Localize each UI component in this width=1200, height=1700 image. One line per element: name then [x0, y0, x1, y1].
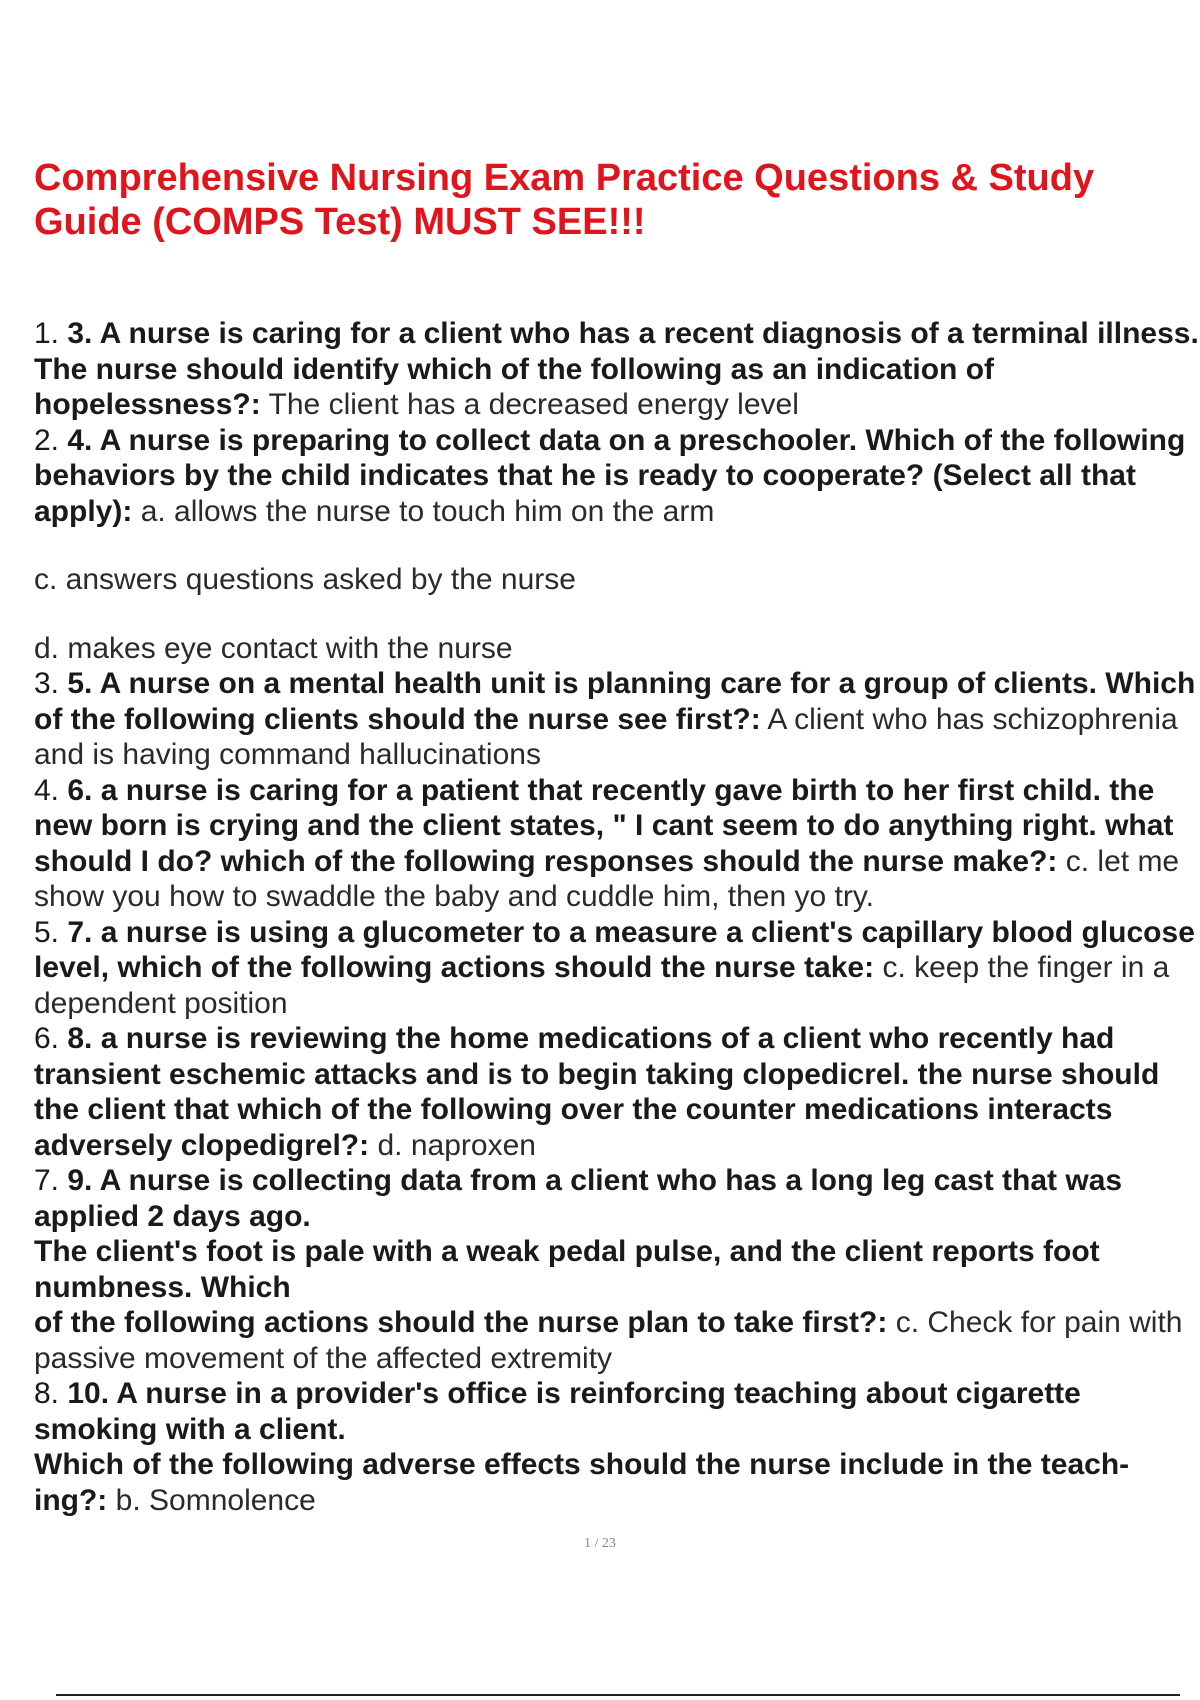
page-number: 1 / 23	[584, 1536, 616, 1551]
answer-text: c. keep the finger in a dependent position	[34, 951, 1170, 1020]
question-text-line: of the following actions should the nurse plan to take first?:	[34, 1306, 888, 1339]
answer-text: A client who has schizophrenia and is having command hallucinations	[34, 702, 1178, 771]
document-title: Comprehensive Nursing Exam Practice Questions & Study Guide (COMPS Test) MUST SEE!!!	[34, 157, 1095, 243]
answer-text: c. let me show you how to swaddle the baby and cuddle him, then yo try.	[34, 844, 1180, 913]
answer-option: d. makes eye contact with the nurse	[34, 631, 513, 665]
question-number: 1.	[34, 317, 60, 350]
question-text-line: 10. A nurse in a provider's office is reinforcing teaching about cigarette smoking with a client.	[34, 1377, 1081, 1446]
page-divider	[56, 1694, 1180, 1696]
answer-option: c. answers questions asked by the nurse	[34, 563, 576, 596]
answer-text: d. naproxen	[377, 1128, 536, 1162]
question-list	[34, 316, 1200, 1518]
question-item	[34, 423, 1200, 530]
question-text: 4. A nurse is preparing to collect data on a preschooler. Which of the following behaviors by the child indicates that he is ready to cooperate? (Select all that apply):	[34, 423, 1186, 528]
question-number: 8.	[34, 1377, 60, 1410]
question-item	[34, 1163, 1200, 1376]
question-text: 3. A nurse is caring for a client who has a recent diagnosis of a terminal illness. The nurse should identify which of the following as an indication of hopelessness?:	[34, 317, 1199, 421]
answer-text: a. allows the nurse to touch him on the arm	[140, 494, 715, 528]
question-text-line: The client's foot is pale with a weak pedal pulse, and the client reports foot numbness. Which	[34, 1235, 1100, 1304]
question-text: 8. a nurse is reviewing the home medications of a client who recently had transient eschemic attacks and is to begin taking clopedicrel. the nurse should the client that which of the following over the counter medications interacts adversely clopedigrel?:	[34, 1022, 1160, 1162]
question-text: 7. a nurse is using a glucometer to a measure a client's capillary blood glucose level, which of the following actions should the nurse take:	[34, 915, 1195, 984]
answer-text: The client has a decreased energy level	[268, 388, 799, 421]
question-item	[34, 1376, 1200, 1518]
question-item	[34, 915, 1200, 1022]
question-text: 6. a nurse is caring for a patient that recently gave birth to her first child. the new born is crying and the client states, " I cant seem to do anything right. what should I do? which of the following responses should the nurse make?:	[34, 773, 1174, 878]
question-number: 6.	[34, 1022, 60, 1055]
question-text: 5. A nurse on a mental health unit is planning care for a group of clients. Which of the following clients should the nurse see first?:	[34, 667, 1196, 736]
question-item	[34, 666, 1200, 773]
question-text-line: 9. A nurse is collecting data from a client who has a long leg cast that was applied 2 days ago.	[34, 1164, 1123, 1233]
question-number: 7.	[34, 1164, 60, 1197]
question-number: 5.	[34, 915, 60, 949]
question-number: 3.	[34, 667, 60, 700]
question-item	[34, 316, 1200, 423]
answer-text: c. Check for pain with passive movement of the affected extremity	[34, 1306, 1183, 1375]
question-number: 4.	[34, 773, 60, 807]
question-item	[34, 773, 1200, 915]
answer-text: b. Somnolence	[115, 1483, 316, 1517]
question-text-line: Which of the following adverse effects should the nurse include in the teach-ing?:	[34, 1448, 1130, 1517]
question-item	[34, 1021, 1200, 1163]
question-number: 2.	[34, 423, 60, 457]
